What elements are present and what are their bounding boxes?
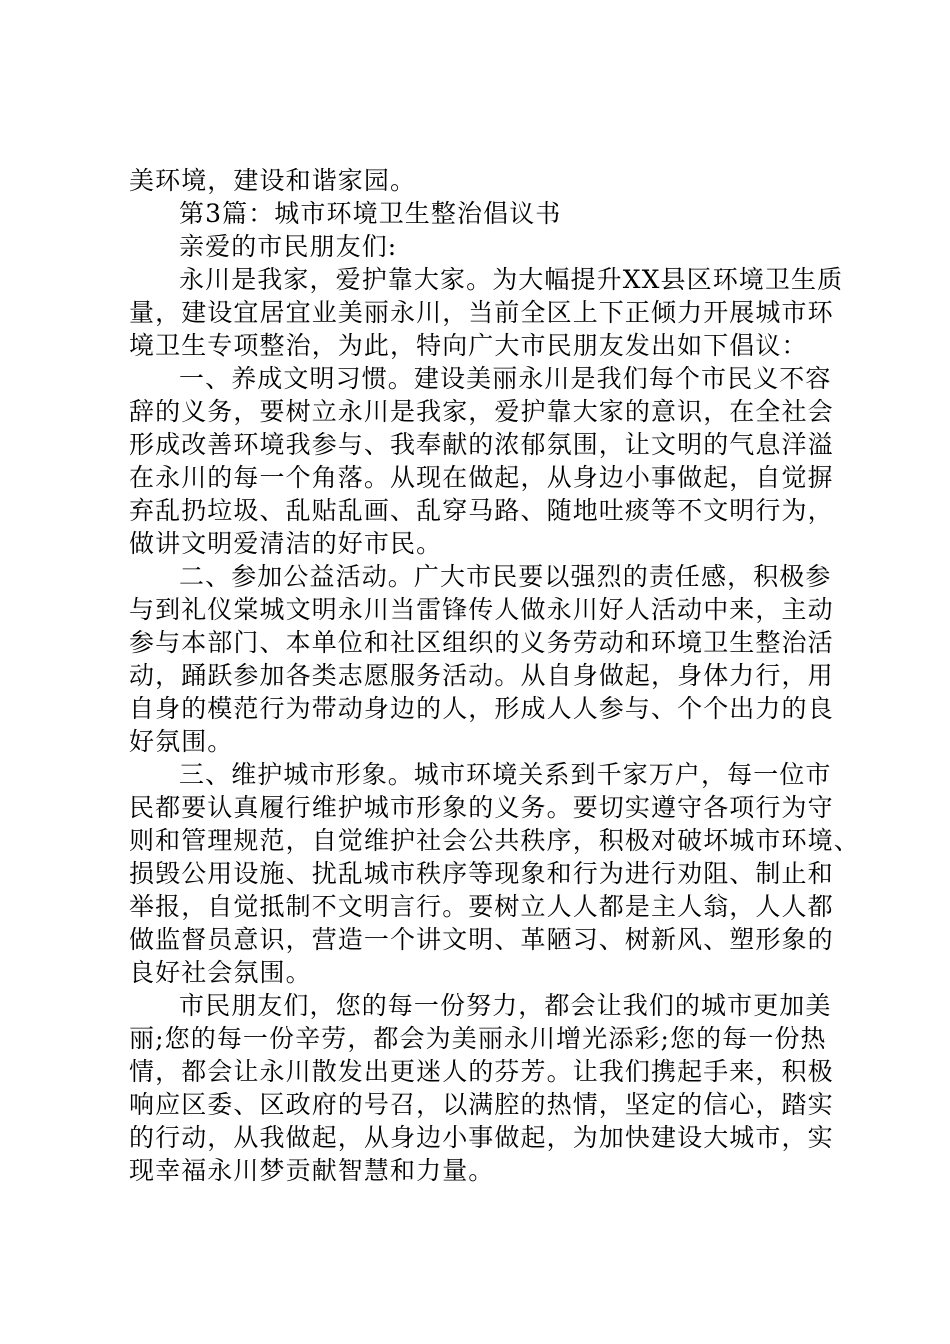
text-line: 美环境，建设和谐家园。 — [129, 166, 417, 195]
text-line: 第3篇：城市环境卫生整治倡议书 — [179, 199, 562, 228]
text-line: 一、养成文明习惯。建设美丽永川是我们每个市民义不容 — [179, 364, 832, 393]
text-line: 形成改善环境我参与、我奉献的浓郁氛围，让文明的气息洋溢 — [129, 430, 834, 459]
text-line: 与到礼仪棠城文明永川当雷锋传人做永川好人活动中来，主动 — [129, 595, 834, 624]
text-line: 在永川的每一个角落。从现在做起，从身边小事做起，自觉摒 — [129, 463, 834, 492]
text-line: 二、参加公益活动。广大市民要以强烈的责任感，积极参 — [179, 562, 832, 591]
text-line: 做监督员意识，营造一个讲文明、革陋习、树新风、塑形象的 — [129, 925, 834, 954]
text-line: 则和管理规范，自觉维护社会公共秩序，积极对破坏城市环境、 — [129, 826, 860, 855]
text-line: 良好社会氛围。 — [129, 958, 312, 987]
text-line: 辞的义务，要树立永川是我家，爱护靠大家的意识，在全社会 — [129, 397, 834, 426]
document-body — [129, 164, 860, 1187]
text-line: 亲爱的市民朋友们: — [179, 232, 398, 261]
text-line: 的行动，从我做起，从身边小事做起，为加快建设大城市，实 — [129, 1123, 834, 1152]
text-line: 量，建设宜居宜业美丽永川，当前全区上下正倾力开展城市环 — [129, 298, 834, 327]
text-line: 弃乱扔垃圾、乱贴乱画、乱穿马路、随地吐痰等不文明行为， — [129, 496, 834, 525]
text-line: 举报，自觉抵制不文明言行。要树立人人都是主人翁，人人都 — [129, 892, 834, 921]
text-line: 境卫生专项整治，为此，特向广大市民朋友发出如下倡议： — [129, 331, 808, 360]
text-line: 三、维护城市形象。城市环境关系到千家万户，每一位市 — [179, 760, 832, 789]
text-line: 情，都会让永川散发出更迷人的芬芳。让我们携起手来，积极 — [129, 1057, 834, 1086]
text-line: 自身的模范行为带动身边的人，形成人人参与、个个出力的良 — [129, 694, 834, 723]
text-line: 市民朋友们，您的每一份努力，都会让我们的城市更加美 — [179, 991, 832, 1020]
text-line: 参与本部门、本单位和社区组织的义务劳动和环境卫生整治活 — [129, 628, 834, 657]
text-line: 好氛围。 — [129, 727, 234, 756]
text-line: 永川是我家，爱护靠大家。为大幅提升XX县区环境卫生质 — [179, 265, 844, 294]
text-line: 现幸福永川梦贡献智慧和力量。 — [129, 1156, 495, 1185]
text-line: 丽;您的每一份辛劳，都会为美丽永川增光添彩;您的每一份热 — [129, 1024, 827, 1053]
text-line: 动，踊跃参加各类志愿服务活动。从自身做起，身体力行，用 — [129, 661, 834, 690]
text-line: 做讲文明爱清洁的好市民。 — [129, 529, 443, 558]
text-line: 损毁公用设施、扰乱城市秩序等现象和行为进行劝阻、制止和 — [129, 859, 834, 888]
text-line: 响应区委、区政府的号召，以满腔的热情，坚定的信心，踏实 — [129, 1090, 834, 1119]
text-line: 民都要认真履行维护城市形象的义务。要切实遵守各项行为守 — [129, 793, 834, 822]
